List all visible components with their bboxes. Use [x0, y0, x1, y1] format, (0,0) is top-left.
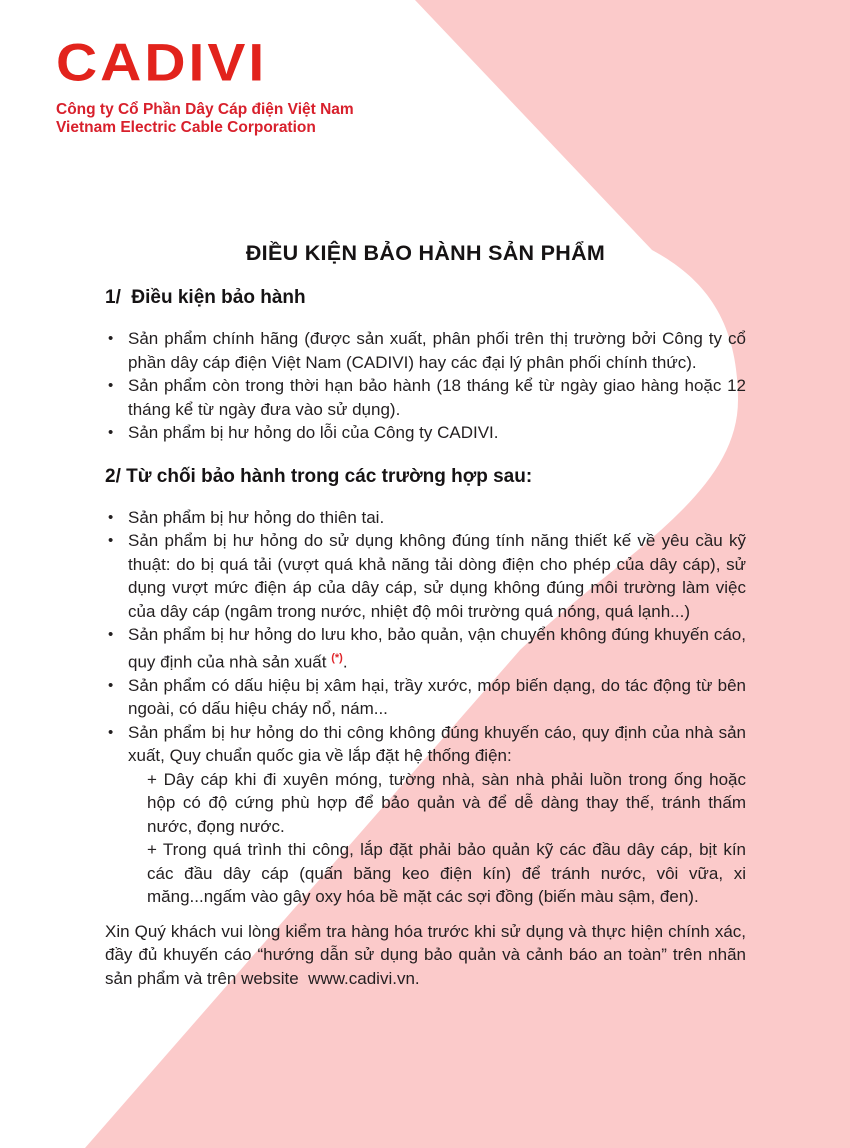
bullet-text: Sản phẩm bị hư hỏng do lưu kho, bảo quản, vận chuyển không đúng khuyến cáo, quy định của nhà sản xuất — [128, 625, 746, 672]
company-name-vietnamese: Công ty Cổ Phần Dây Cáp điện Việt Nam — [56, 101, 354, 118]
document-content — [105, 240, 746, 990]
bullet-item: • Sản phẩm chính hãng (được sản xuất, phân phối trên thị trường bởi Công ty cổ phần dây cáp điện Việt Nam (CADIVI) hay các đại lý phân phối chính thức). — [105, 327, 746, 374]
bullet-item — [105, 721, 746, 909]
bullet-item: • Sản phẩm bị hư hỏng do thiên tai. — [105, 506, 746, 530]
bullet-item: • Sản phẩm còn trong thời hạn bảo hành (18 tháng kể từ ngày giao hàng hoặc 12 tháng kể từ ngày đưa vào sử dụng). — [105, 374, 746, 421]
section2-bullet-list — [105, 506, 746, 909]
bullet-text-end: . — [342, 652, 348, 672]
closing-paragraph: Xin Quý khách vui lòng kiểm tra hàng hóa trước khi sử dụng và thực hiện chính xác, đầy đủ khuyến cáo “hướng dẫn sử dụng bảo quản và cảnh báo an toàn” trên nhãn sản phẩm và trên website www.cadivi.vn. — [105, 921, 746, 988]
bullet-item: • Sản phẩm bị hư hỏng do sử dụng không đúng tính năng thiết kế về yêu cầu kỹ thuật: do bị quá tải (vượt quá khả năng tải dòng điện cho phép của dây cáp), sử dụng vượt mức điện áp của dây cáp, sử dụng không đúng môi trường làm việc của dây cáp (ngâm trong nước, nhiệt độ môi trường quá nóng, quá lạnh...) — [105, 529, 746, 623]
bullet-item: • Sản phẩm có dấu hiệu bị xâm hại, trầy xước, móp biến dạng, do tác động từ bên ngoài, có dấu hiệu cháy nổ, nám... — [105, 674, 746, 721]
section1-heading: 1/ Điều kiện bảo hành — [105, 287, 306, 308]
cadivi-wordmark: CADIVI — [56, 33, 268, 93]
company-name-english: Vietnam Electric Cable Corporation — [56, 119, 316, 136]
sub-item: + Trong quá trình thi công, lắp đặt phải bảo quản kỹ các đầu dây cáp, bịt kín các đầu dây cáp (quấn băng keo điện kín) để tránh nước, vôi vữa, xi măng...ngấm vào gây oxy hóa bề mặt các sợi đồng (biến màu sậm, đen). — [147, 840, 746, 907]
sub-item: + Dây cáp khi đi xuyên móng, tường nhà, sàn nhà phải luồn trong ống hoặc hộp có độ cứng phù hợp để bảo quản và để dễ dàng thay thế, tránh thấm nước, đọng nước. — [147, 769, 746, 836]
section1-bullet-list — [105, 327, 746, 445]
bullet-item — [105, 623, 746, 674]
footnote-marker: (*) — [331, 651, 343, 664]
section2-heading: 2/ Từ chối bảo hành trong các trường hợp sau: — [105, 465, 533, 487]
cadivi-logo — [56, 33, 354, 137]
document-title: ĐIỀU KIỆN BẢO HÀNH SẢN PHẨM — [245, 241, 606, 265]
bullet-item: • Sản phẩm bị hư hỏng do lỗi của Công ty CADIVI. — [105, 421, 746, 445]
bullet-text: Sản phẩm bị hư hỏng do thi công không đúng khuyến cáo, quy định của nhà sản xuất, Quy chuẩn quốc gia về lắp đặt hệ thống điện: — [128, 722, 746, 766]
